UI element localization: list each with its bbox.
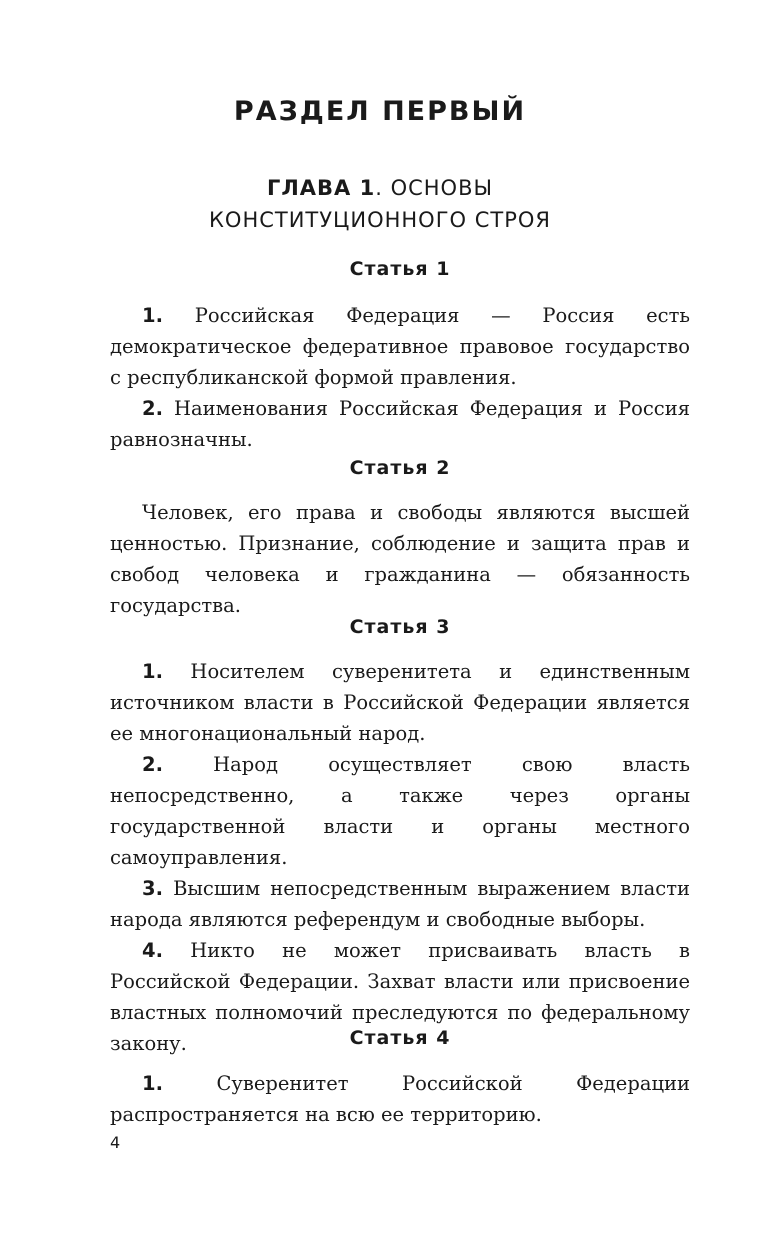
paragraph-text: Высшим непосредственным выражением власти народа являются референдум и свободные выборы. [110,877,690,931]
article-2-paragraph-1 [110,497,690,621]
paragraph-number: 4. [142,939,163,962]
article-4-title: Статья 4 [349,1027,451,1049]
chapter-title-line2: КОНСТИТУЦИОННОГО СТРОЯ [209,208,551,232]
chapter-number: ГЛАВА 1 [266,176,376,200]
article-2-title: Статья 2 [349,457,451,479]
article-1-paragraph-1 [110,300,690,393]
paragraph-text: Носителем суверенитета и единственным источником власти в Российской Федерации является ее многонациональный народ. [110,660,690,745]
paragraph-text: Российская Федерация — Россия есть демократическое федеративное правовое государство с республиканской формой правления. [110,304,690,389]
article-3-body [110,656,690,1059]
article-3-paragraph-1 [110,656,690,749]
paragraph-text: Наименования Российская Федерация и Россия равнозначны. [110,397,690,451]
article-3-title: Статья 3 [349,616,451,638]
article-4-body [110,1068,690,1130]
paragraph-number: 3. [142,877,163,900]
paragraph-number: 1. [142,304,163,327]
paragraph-number: 2. [142,397,163,420]
chapter-title-line1: . ОСНОВЫ [375,176,494,200]
chapter-heading [110,172,650,236]
article-1-body [110,300,690,455]
paragraph-number: 1. [142,660,163,683]
article-1-paragraph-2 [110,393,690,455]
page-number: 4 [110,1133,121,1152]
article-4-paragraph-1 [110,1068,690,1130]
section-title: РАЗДЕЛ ПЕРВЫЙ [233,96,527,127]
paragraph-number: 2. [142,753,163,776]
article-3-paragraph-2 [110,749,690,873]
paragraph-text: Суверенитет Российской Федерации распространяется на всю ее территорию. [110,1072,690,1126]
paragraph-text: Человек, его права и свободы являются высшей ценностью. Признание, соблюдение и защита прав и свобод человека и гражданина — обязанность государства. [110,501,690,617]
article-3-paragraph-3 [110,873,690,935]
paragraph-number: 1. [142,1072,163,1095]
article-1-title: Статья 1 [349,258,451,280]
paragraph-text: Народ осуществляет свою власть непосредственно, а также через органы государственной власти и органы местного самоуправления. [110,753,690,869]
paragraph-text: Никто не может присваивать власть в Российской Федерации. Захват власти или присвоение властных полномочий преследуются по федеральному закону. [110,939,690,1055]
article-2-body [110,497,690,621]
